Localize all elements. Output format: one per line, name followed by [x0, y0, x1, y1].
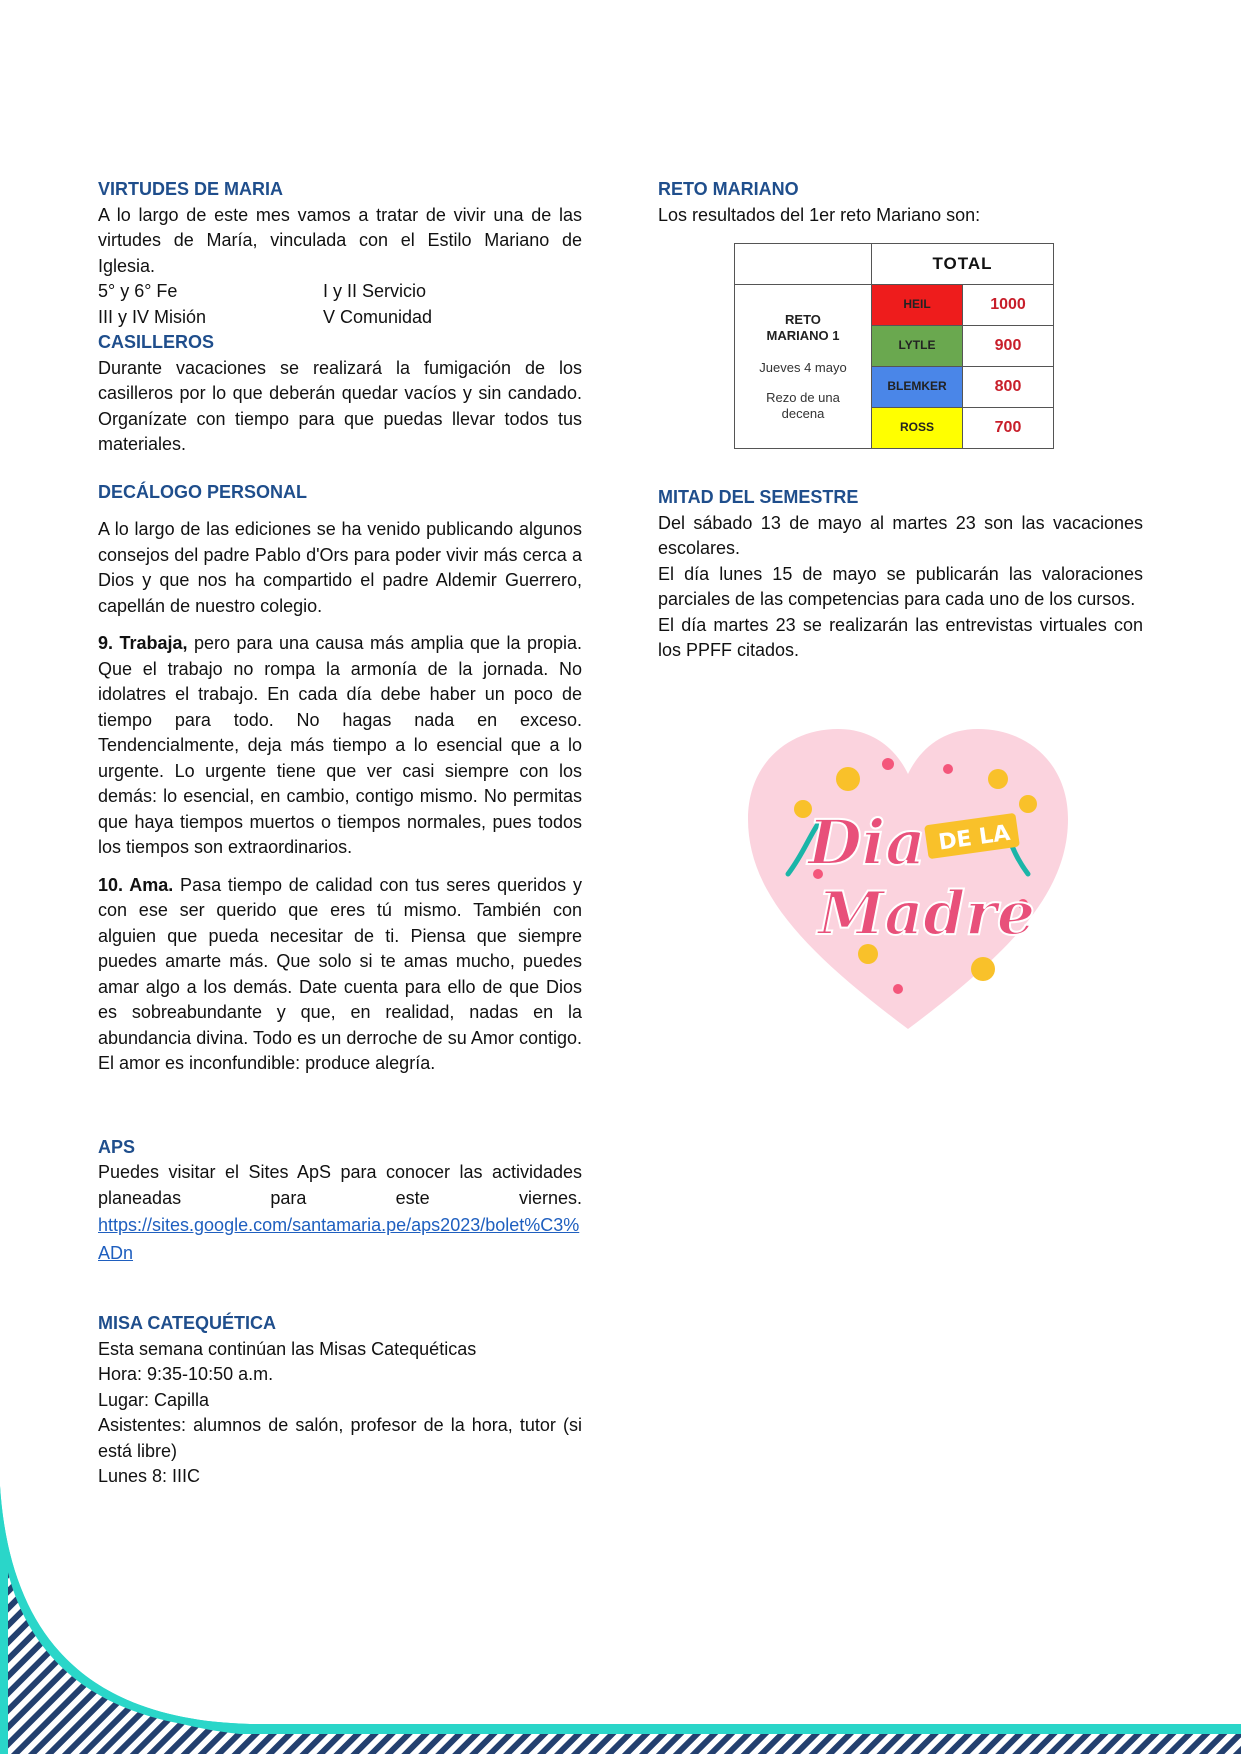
mitad-line: El día lunes 15 de mayo se publicarán las valoraciones parciales de las competencias para cada uno de los cursos.: [658, 563, 1143, 609]
reto-info-title: RETO MARIANO 1: [766, 311, 840, 343]
madre-ribbon: DE LA: [936, 820, 1012, 856]
item-10-text: Pasa tiempo de calidad con tus seres queridos y con ese ser querido que eres tú mismo. También con alguien que pueda necesitar de ti. Piensa que siempre puedes amarte más. Que solo si te amas mucho, puedes amar algo a los demás. Date cuenta para ello de que Dios es sobreabundante y que, en realidad, nadas en la abundancia divina. Todo es un derroche de su Amor contigo. El amor es inconfundible: produce alegría.: [98, 874, 582, 1073]
misa-line: Hora: 9:35-10:50 a.m.: [98, 1364, 274, 1384]
score-cell: 800: [963, 367, 1054, 408]
mitad-line: Del sábado 13 de mayo al martes 23 son las vacaciones escolares.: [658, 512, 1143, 558]
decalogo-intro: A lo largo de las ediciones se ha venido publicando algunos consejos del padre Pablo d'Ors para poder vivir más cerca a Dios y que nos ha compartido el padre Aldemir Guerrero, capellán de nuestro colegio.: [98, 519, 582, 616]
item-9-text: pero para una causa más amplia que la propia. Que el trabajo no rompa la armonía de la jornada. No idolatres el trabajo. En cada día debe haber un poco de tiempo para todo. No hagas nada en exceso. Tendencialmente, deja más tiempo a lo esencial que a lo urgente. Lo urgente tiene que ver casi siempre con los demás: lo esencial, en cambio, contigo mismo. No permitas que haya tiempos muertos o tiempos normales, pues todos los tiempos son extraordinarios.: [98, 633, 582, 857]
virtudes-cell: I y II Servicio: [323, 281, 427, 301]
madre-word-dia: Dia: [808, 805, 926, 879]
score-cell: 700: [963, 408, 1054, 449]
virtudes-cell: III y IV Misión: [98, 306, 207, 327]
reto-heading: RETO MARIANO: [658, 179, 799, 199]
casilleros-heading: CASILLEROS: [98, 332, 215, 352]
aps-link[interactable]: https://sites.google.com/santamaria.pe/aps2023/bolet%C3%ADn: [98, 1215, 580, 1263]
misa-line: Esta semana continúan las Misas Catequéticas: [98, 1338, 477, 1359]
decalogo-heading: DECÁLOGO PERSONAL: [98, 481, 308, 502]
mitad-line: El día martes 23 se realizarán las entrevistas virtuales con los PPFF citados.: [658, 614, 1143, 660]
aps-heading: APS: [98, 1136, 136, 1157]
misa-line: Lugar: Capilla: [98, 1389, 210, 1410]
misa-line: Asistentes: alumnos de salón, profesor de la hora, tutor (si está libre): [98, 1415, 582, 1461]
table-header-total: TOTAL: [872, 244, 1054, 285]
team-cell: LYTLE: [872, 326, 963, 367]
misa-heading: MISA CATEQUÉTICA: [98, 1313, 276, 1333]
virtudes-heading: VIRTUDES DE MARIA: [98, 179, 284, 199]
team-cell: HEIL: [872, 285, 963, 326]
item-9-label: 9. Trabaja,: [98, 633, 188, 653]
virtudes-text: A lo largo de este mes vamos a tratar de vivir una de las virtudes de María, vinculada con el Estilo Mariano de Iglesia.: [98, 204, 582, 276]
casilleros-text: Durante vacaciones se realizará la fumigación de los casilleros por lo que deberán quedar vacíos y sin candado. Organízate con tiempo para que puedas llevar todos tus materiales.: [98, 357, 582, 454]
reto-info-activity: Rezo de una decena: [766, 389, 840, 421]
virtudes-cell: 5° y 6° Fe: [98, 281, 178, 301]
reto-info-date: Jueves 4 mayo: [759, 359, 847, 375]
mitad-heading: MITAD DEL SEMESTRE: [658, 487, 859, 507]
misa-line: Lunes 8: IIIC: [98, 1466, 201, 1486]
aps-text: Puedes visitar el Sites ApS para conocer las actividades planeadas para este viernes.: [98, 1162, 582, 1208]
team-cell: BLEMKER: [872, 367, 963, 408]
score-cell: 1000: [963, 285, 1054, 326]
madre-word-madre: Madre: [818, 878, 1036, 949]
virtudes-cell: V Comunidad: [323, 306, 433, 327]
item-10-label: 10. Ama.: [98, 874, 174, 895]
score-cell: 900: [963, 326, 1054, 367]
team-cell: ROSS: [872, 408, 963, 449]
reto-text: Los resultados del 1er reto Mariano son:: [658, 204, 981, 225]
